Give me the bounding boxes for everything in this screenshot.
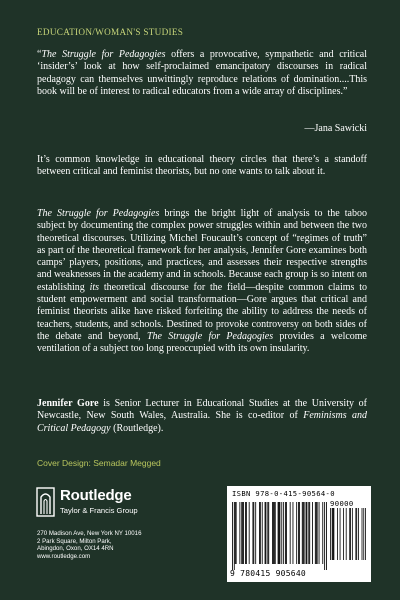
barcode-bar	[343, 508, 344, 560]
barcode-bar	[274, 502, 275, 564]
barcode-bar	[356, 508, 357, 560]
barcode-bar	[252, 502, 253, 564]
barcode-bar	[283, 502, 284, 564]
barcode-bar	[298, 502, 299, 564]
author-bio-tail: (Routledge).	[110, 422, 164, 434]
routledge-tower-icon	[36, 487, 55, 517]
barcode-bar	[315, 502, 316, 564]
barcode-bar	[260, 502, 261, 564]
category-label: EDUCATION/WOMAN'S STUDIES	[37, 27, 184, 37]
barcode-bar	[235, 502, 236, 564]
publisher-address	[37, 530, 141, 561]
barcode-bar	[308, 502, 309, 564]
barcode-bar	[358, 508, 359, 560]
description-text-1: brings the bright light of analysis to the taboo subject by documenting the complex power struggles within and between the two theoretical discourses. Utilizing Michel Foucault’s concept of “regimes of truth” as part of the theoretical framework for her analysis, Jennifer Gore examines both camps’ players, positions, and practices, and assesses their respective strengths and weaknesses in the academy and in schools. Because each group is so intent on establishing	[37, 208, 367, 293]
barcode-bar	[236, 502, 237, 564]
description-emphasis: its	[89, 281, 100, 293]
barcode-bar	[303, 502, 304, 564]
barcode-bar	[326, 502, 327, 570]
barcode-bar	[306, 502, 307, 564]
barcode-bar	[365, 508, 366, 560]
intro-paragraph: It’s common knowledge in educational theory circles that there’s a standoff between critical and feminist theorists, but no one wants to talk about it.	[37, 154, 367, 178]
quote-text: offers a provocative, sympathetic and critical ‘insider’s’ look at how self-proclaimed emancipatory discourses in radical pedagogy can themselves unwittingly reproduce relations of domination....This book will be of interest to radical educators from a wide array of disciplines.”	[37, 49, 367, 98]
isbn-barcode	[227, 486, 371, 582]
barcode-bar	[304, 502, 305, 564]
barcode-bar	[281, 502, 282, 564]
description-book-title-2: The Struggle for Pedagogies	[146, 330, 274, 342]
barcode-bar	[278, 502, 279, 564]
quote-open-mark: “	[37, 49, 42, 60]
ean-barcode-bars	[232, 502, 327, 570]
barcode-bar	[246, 502, 247, 564]
cover-design-credit: Cover Design: Semadar Megged	[37, 458, 161, 468]
barcode-bar	[330, 508, 331, 560]
barcode-bar	[286, 502, 287, 564]
barcode-bar	[302, 502, 303, 564]
barcode-bar	[290, 502, 291, 564]
barcode-bar	[242, 502, 243, 564]
barcode-bar	[332, 508, 333, 560]
barcode-bar	[259, 502, 260, 564]
barcode-bar	[307, 502, 308, 564]
publisher-logo	[36, 487, 146, 527]
address-line: 270 Madison Ave, New York NY 10016	[37, 530, 142, 537]
barcode-bar	[362, 508, 363, 560]
barcode-bar	[333, 508, 334, 560]
barcode-bar	[265, 502, 266, 564]
barcode-bar	[253, 502, 254, 564]
description-text-2: theoretical discourse for the field—despite common claims to student empowerment and social transformation—Gore argues that critical and feminist theorists alike have risked forfeiting the ability to address the needs of teachers, students, and schools. Destined to provoke controversy on both sides of the debate and beyond,	[37, 281, 368, 342]
barcode-bar	[272, 502, 273, 564]
ean-digits: 9 780415 905640	[230, 569, 306, 578]
barcode-bar	[249, 502, 250, 564]
barcode-bar	[319, 502, 320, 564]
quote-attribution: —Jana Sawicki	[304, 123, 367, 134]
barcode-bar	[334, 508, 335, 560]
barcode-bar	[312, 502, 313, 564]
address-line: 2 Park Square, Milton Park,	[37, 537, 112, 545]
barcode-bar	[279, 502, 280, 564]
barcode-bar	[275, 502, 276, 564]
barcode-bar	[268, 502, 269, 564]
author-bio	[37, 398, 367, 435]
barcode-bar	[285, 502, 286, 564]
barcode-bar	[337, 508, 338, 560]
barcode-bar	[352, 508, 353, 560]
barcode-bar	[322, 502, 323, 564]
author-bio-text: is Senior Lecturer in Educational Studies at the University of Newcastle, New South Wales, Australia. She is co-editor of	[37, 398, 367, 422]
endorsement-quote	[37, 49, 367, 99]
barcode-bar	[267, 502, 268, 564]
barcode-bar	[350, 508, 351, 560]
barcode-bar	[317, 502, 318, 564]
barcode-bar	[273, 502, 274, 564]
address-line: Abingdon, Oxon, OX14 4RN	[37, 545, 114, 553]
barcode-bar	[355, 508, 356, 560]
barcode-bar	[299, 502, 300, 564]
barcode-bar	[280, 502, 281, 564]
publisher-name: Routledge	[60, 487, 132, 504]
description-text-3: provides a welcome ventilation of a subject too long preoccupied with its own insularity.	[37, 330, 367, 355]
barcode-bar	[241, 502, 242, 564]
barcode-bar	[255, 502, 256, 564]
barcode-bar	[293, 502, 294, 564]
barcode-bar	[349, 508, 350, 560]
barcode-bar	[245, 502, 246, 564]
barcode-bar	[340, 508, 341, 560]
quote-book-title: The Struggle for Pedagogies	[41, 49, 166, 60]
barcode-bar	[324, 502, 325, 570]
description-book-title: The Struggle for Pedagogies	[37, 208, 160, 219]
barcode-bar	[234, 502, 235, 570]
author-name: Jennifer Gore	[37, 398, 99, 409]
barcode-bar	[316, 502, 317, 564]
barcode-bar	[262, 502, 263, 564]
barcode-bar	[296, 502, 297, 564]
addon-barcode-bars	[330, 508, 366, 566]
barcode-bar	[239, 502, 240, 564]
barcode-bar	[363, 508, 364, 560]
publisher-group: Taylor & Francis Group	[60, 506, 138, 515]
barcode-bar	[232, 502, 233, 570]
barcode-bar	[309, 502, 310, 564]
addon-digits: 90000	[330, 499, 354, 508]
barcode-bar	[243, 502, 244, 564]
isbn-label: ISBN 978-0-415-90564-0	[232, 489, 335, 498]
barcode-bar	[266, 502, 267, 564]
publisher-website: www.routledge.com	[37, 553, 91, 561]
description-paragraph	[37, 208, 367, 356]
author-book-title: Feminisms and Critical Pedagogy	[37, 410, 367, 434]
barcode-bar	[346, 508, 347, 560]
